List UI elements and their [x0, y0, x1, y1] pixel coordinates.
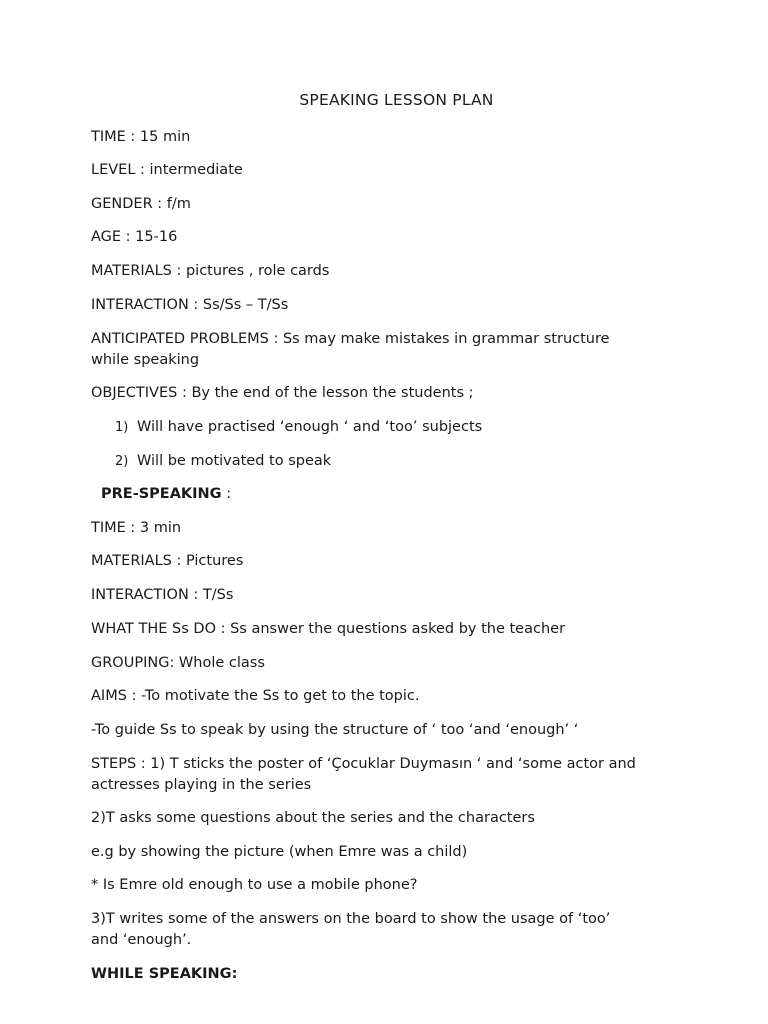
pre-speaking-time: TIME : 3 min: [91, 520, 182, 536]
anticipated-problems-line: ANTICIPATED PROBLEMS : Ss may make mistakes in grammar structure: [91, 331, 610, 347]
pre-speaking-materials: MATERIALS : Pictures: [91, 553, 244, 569]
steps-line-cont: actresses playing in the series: [91, 777, 312, 793]
while-speaking-heading: WHILE SPEAKING:: [91, 966, 238, 982]
step-3-line: 3)T writes some of the answers on the board to show the usage of ‘too’: [91, 911, 611, 927]
objectives-line: OBJECTIVES : By the end of the lesson the students ;: [91, 385, 474, 401]
list-number: 2): [115, 454, 129, 469]
what-ss-do-line: WHAT THE Ss DO : Ss answer the questions asked by the teacher: [91, 621, 566, 637]
list-text: Will be motivated to speak: [137, 453, 332, 469]
interaction-line: INTERACTION : Ss/Ss – T/Ss: [91, 297, 289, 313]
question-line: * Is Emre old enough to use a mobile phone?: [91, 877, 418, 893]
time-line: TIME : 15 min: [91, 129, 191, 145]
steps-line: STEPS : 1) T sticks the poster of ‘Çocuklar Duymasın ‘ and ‘some actor and: [91, 756, 636, 772]
list-text: Will have practised ‘enough ‘ and ‘too’ subjects: [137, 419, 483, 435]
pre-speaking-heading: [101, 484, 701, 505]
aims-line: AIMS : -To motivate the Ss to get to the topic.: [91, 688, 420, 704]
list-number: 1): [115, 420, 129, 435]
pre-speaking-interaction: INTERACTION : T/Ss: [91, 587, 234, 603]
step-2-line: 2)T asks some questions about the series and the characters: [91, 810, 535, 826]
objective-item-2: [115, 451, 331, 472]
pre-speaking-colon: :: [221, 486, 232, 502]
level-line: LEVEL : intermediate: [91, 162, 243, 178]
pre-speaking-title: PRE-SPEAKING: [101, 486, 222, 502]
materials-line: MATERIALS : pictures , role cards: [91, 263, 330, 279]
anticipated-problems-line-cont: while speaking: [91, 352, 200, 368]
aims-line-2: -To guide Ss to speak by using the structure of ‘ too ‘and ‘enough’ ‘: [91, 722, 579, 738]
gender-line: GENDER : f/m: [91, 196, 191, 212]
page-title: SPEAKING LESSON PLAN: [299, 91, 494, 109]
step-3-line-cont: and ‘enough’.: [91, 932, 192, 948]
objective-item-1: [115, 417, 482, 438]
age-line: AGE : 15-16: [91, 229, 178, 245]
grouping-line: GROUPING: Whole class: [91, 655, 265, 671]
example-line: e.g by showing the picture (when Emre was a child): [91, 844, 468, 860]
